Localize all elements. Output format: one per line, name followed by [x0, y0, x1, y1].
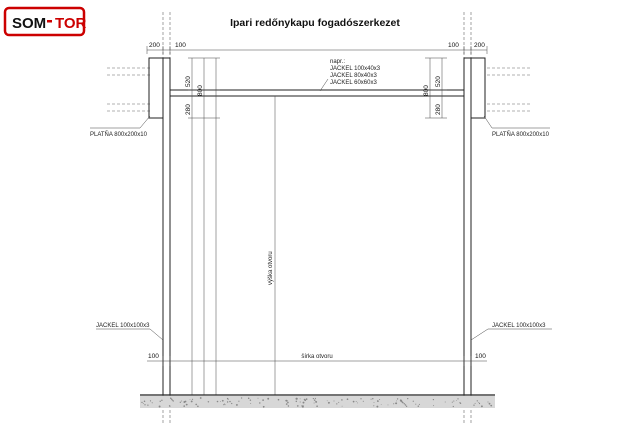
- gravel-dot: [327, 400, 328, 401]
- gravel-dot: [144, 404, 145, 405]
- gravel-dot: [286, 400, 288, 402]
- dim-top-left-100: 100: [175, 42, 186, 49]
- gravel-dot: [300, 398, 301, 399]
- gravel-dot: [456, 400, 457, 401]
- ground-foundation: [140, 395, 495, 408]
- dim-right-520: 520: [435, 76, 442, 87]
- gravel-dot: [314, 399, 316, 401]
- gravel-dot: [297, 405, 299, 407]
- gravel-dot: [236, 404, 238, 406]
- gravel-dot: [328, 402, 330, 404]
- header-beam: [170, 90, 464, 96]
- plate-left: [149, 58, 163, 118]
- gravel-dot: [490, 405, 492, 407]
- width-label: šírka otvoru: [301, 354, 333, 360]
- gravel-dot: [228, 399, 229, 400]
- gravel-dot: [342, 406, 343, 407]
- gravel-dot: [195, 404, 197, 406]
- gravel-dot: [478, 402, 479, 403]
- plate-right-label: PLATŇA 800x200x10: [492, 132, 549, 138]
- gravel-dot: [453, 406, 454, 407]
- plate-left-callout: [90, 116, 150, 138]
- gravel-dot: [185, 401, 187, 403]
- gravel-dot: [263, 406, 265, 408]
- gravel-dot: [396, 400, 397, 401]
- top-dimension-line: [147, 46, 487, 54]
- gravel-dot: [161, 400, 162, 401]
- gravel-dot: [197, 406, 199, 408]
- column-right-callout: [471, 323, 552, 340]
- dim-left-800: 800: [197, 85, 204, 96]
- gravel-dot: [288, 405, 289, 406]
- gravel-dot: [489, 403, 490, 404]
- dim-top-left-200: 200: [149, 42, 160, 49]
- logo-text-left: SOM: [12, 15, 47, 32]
- dim-bottom-right-100: 100: [475, 353, 486, 360]
- gravel-dot: [147, 404, 148, 405]
- gravel-dot: [278, 399, 280, 401]
- gravel-dot: [227, 401, 228, 402]
- gravel-dot: [338, 402, 339, 403]
- gravel-dot: [487, 401, 488, 402]
- logo-dash: [47, 20, 52, 23]
- gravel-dot: [141, 402, 142, 403]
- gravel-dot: [306, 398, 308, 400]
- gravel-dot: [296, 401, 297, 402]
- gravel-dot: [316, 405, 318, 407]
- gravel-dot: [181, 401, 182, 402]
- beam-note-line: JACKEL 80x40x3: [330, 73, 377, 79]
- gravel-dot: [315, 398, 316, 399]
- drawing-title: Ipari redőnykapu fogadószerkezet: [230, 17, 400, 29]
- gravel-dot: [393, 403, 394, 404]
- gravel-dot: [475, 403, 476, 404]
- gravel-dot: [238, 401, 239, 402]
- gravel-dot: [303, 405, 304, 406]
- plate-right: [471, 58, 485, 118]
- gravel-dot: [379, 399, 380, 400]
- gravel-dot: [374, 402, 375, 403]
- gravel-dot: [357, 402, 358, 403]
- gravel-dot: [479, 403, 480, 404]
- gravel-dot: [314, 403, 315, 404]
- gravel-dot: [481, 405, 483, 407]
- gravel-dot: [418, 405, 419, 406]
- gravel-dot: [381, 404, 382, 405]
- gravel-dot: [169, 406, 170, 407]
- gravel-dot: [159, 406, 161, 408]
- gravel-dot: [433, 399, 434, 400]
- gravel-dot: [395, 402, 397, 404]
- height-label: výška otvoru: [268, 251, 274, 285]
- gravel-dot: [258, 398, 259, 399]
- gravel-dot: [373, 405, 374, 406]
- gravel-dot: [460, 403, 461, 404]
- gravel-dot: [336, 403, 337, 404]
- extension-lines: [163, 12, 471, 425]
- gravel-dot: [267, 398, 269, 400]
- gravel-dot: [433, 405, 434, 406]
- gravel-dot: [225, 404, 226, 405]
- gravel-dot: [183, 405, 185, 407]
- dim-left-280: 280: [185, 104, 192, 115]
- gravel-dot: [341, 399, 343, 401]
- gravel-dot: [405, 404, 406, 405]
- gravel-dot: [407, 398, 408, 399]
- gravel-dot: [419, 404, 420, 405]
- dim-right-280: 280: [435, 104, 442, 115]
- gravel-dot: [356, 401, 357, 402]
- gravel-dot: [287, 402, 289, 404]
- company-logo: [5, 8, 87, 35]
- gravel-dot: [217, 401, 219, 403]
- left-vertical-dims: [188, 58, 220, 395]
- plate-right-callout: [484, 116, 550, 138]
- gravel-dot: [191, 400, 193, 402]
- gravel-dot: [397, 398, 398, 399]
- gravel-dot: [360, 398, 361, 399]
- dim-top-right-200: 200: [474, 42, 485, 49]
- beam-note-line: JACKEL 60x60x3: [330, 80, 377, 86]
- gravel-dot: [231, 403, 232, 404]
- gravel-dot: [150, 400, 151, 401]
- gravel-dot: [353, 401, 355, 403]
- gravel-dot: [222, 400, 224, 402]
- gravel-dot: [452, 402, 453, 403]
- gravel-dot: [186, 404, 188, 406]
- gravel-dot: [286, 403, 288, 405]
- gravel-dot: [152, 402, 153, 403]
- gravel-dot: [160, 401, 161, 402]
- gravel-dot: [313, 398, 314, 399]
- gravel-dot: [190, 399, 191, 400]
- gravel-dot: [250, 399, 251, 400]
- logo-text-right: TOR: [55, 15, 87, 32]
- gravel-dot: [300, 401, 301, 402]
- gravel-dot: [413, 401, 414, 402]
- gravel-dot: [388, 404, 389, 405]
- gravel-dot: [371, 399, 372, 400]
- gravel-dot: [304, 399, 306, 401]
- gravel-dot: [229, 401, 230, 402]
- gravel-dot: [376, 406, 378, 408]
- gravel-dot: [143, 403, 144, 404]
- dim-left-520: 520: [185, 76, 192, 87]
- gravel-dot: [180, 402, 181, 403]
- gravel-dot: [192, 399, 193, 400]
- gravel-dot: [223, 404, 224, 405]
- gravel-dot: [334, 401, 335, 402]
- gravel-dot: [316, 401, 317, 402]
- gravel-dot: [259, 402, 260, 403]
- gravel-dot: [248, 398, 250, 400]
- column-right-label: JACKEL 100x100x3: [492, 323, 546, 329]
- column-left: [163, 58, 170, 395]
- gravel-dot: [473, 405, 474, 406]
- gravel-dot: [220, 401, 221, 402]
- gravel-dot: [453, 401, 454, 402]
- gravel-dot: [377, 400, 379, 402]
- gravel-dot: [402, 402, 403, 403]
- dim-bottom-left-100: 100: [148, 353, 159, 360]
- gravel-dot: [363, 401, 364, 402]
- dim-right-800: 800: [423, 85, 430, 96]
- gravel-dot: [144, 400, 146, 402]
- gravel-dot: [296, 398, 298, 400]
- gravel-dot: [250, 403, 251, 404]
- gravel-dot: [262, 399, 264, 401]
- column-right: [464, 58, 471, 395]
- gravel-dot: [457, 398, 458, 399]
- gravel-dot: [241, 397, 242, 398]
- gravel-dot: [404, 403, 405, 404]
- gravel-dot: [445, 402, 446, 403]
- beam-note: [320, 59, 381, 91]
- plate-left-label: PLATŇA 800x200x10: [90, 132, 147, 138]
- gravel-dot: [347, 398, 349, 400]
- beam-note-line: JACKEL 100x40x3: [330, 66, 381, 72]
- gravel-dot: [200, 397, 202, 399]
- column-left-label: JACKEL 100x100x3: [96, 323, 150, 329]
- dim-top-right-100: 100: [448, 42, 459, 49]
- gravel-dot: [173, 401, 174, 402]
- gravel-dot: [415, 404, 416, 405]
- gravel-dot: [372, 398, 373, 399]
- gravel-dot: [303, 402, 305, 404]
- gravel-dot: [477, 400, 478, 401]
- beam-note-line: napr.:: [330, 59, 346, 65]
- gravel-dot: [406, 406, 407, 407]
- gravel-dot: [208, 401, 209, 402]
- column-left-callout: [96, 323, 163, 340]
